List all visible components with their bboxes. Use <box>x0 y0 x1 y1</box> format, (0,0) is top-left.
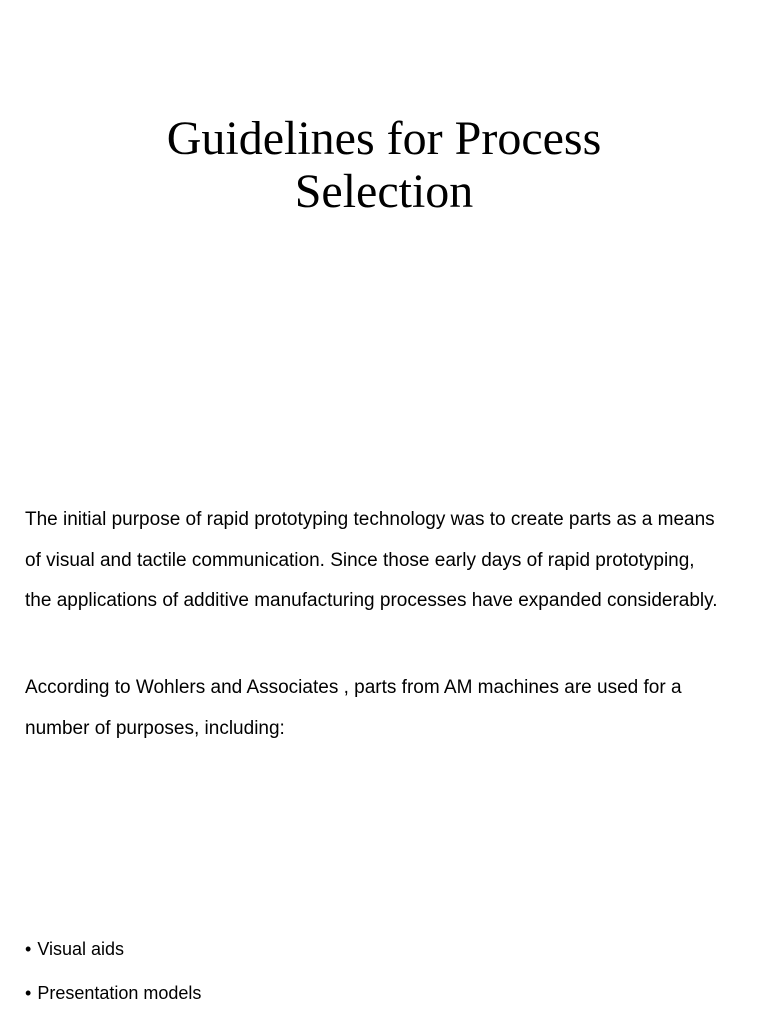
list-item <box>25 934 201 978</box>
list-item-label: Presentation models <box>37 983 202 1003</box>
list-item <box>25 978 201 1022</box>
slide-title <box>0 112 768 218</box>
purposes-paragraph: According to Wohlers and Associates , parts from AM machines are used for a number of purposes, including: <box>25 677 682 739</box>
bullet-icon: • <box>25 983 32 1003</box>
list-item-label: Visual aids <box>37 939 125 959</box>
bullet-icon: • <box>25 939 32 959</box>
slide-title-line-2: Selection <box>294 165 474 218</box>
intro-paragraph: The initial purpose of rapid prototyping technology was to create parts as a means of visual and tactile communication. Since those early days of rapid prototyping, the applications of additive manufacturing processes have expanded considerably. <box>25 509 718 611</box>
purposes-list <box>25 934 201 1022</box>
slide-title-line-1: Guidelines for Process <box>166 112 602 165</box>
